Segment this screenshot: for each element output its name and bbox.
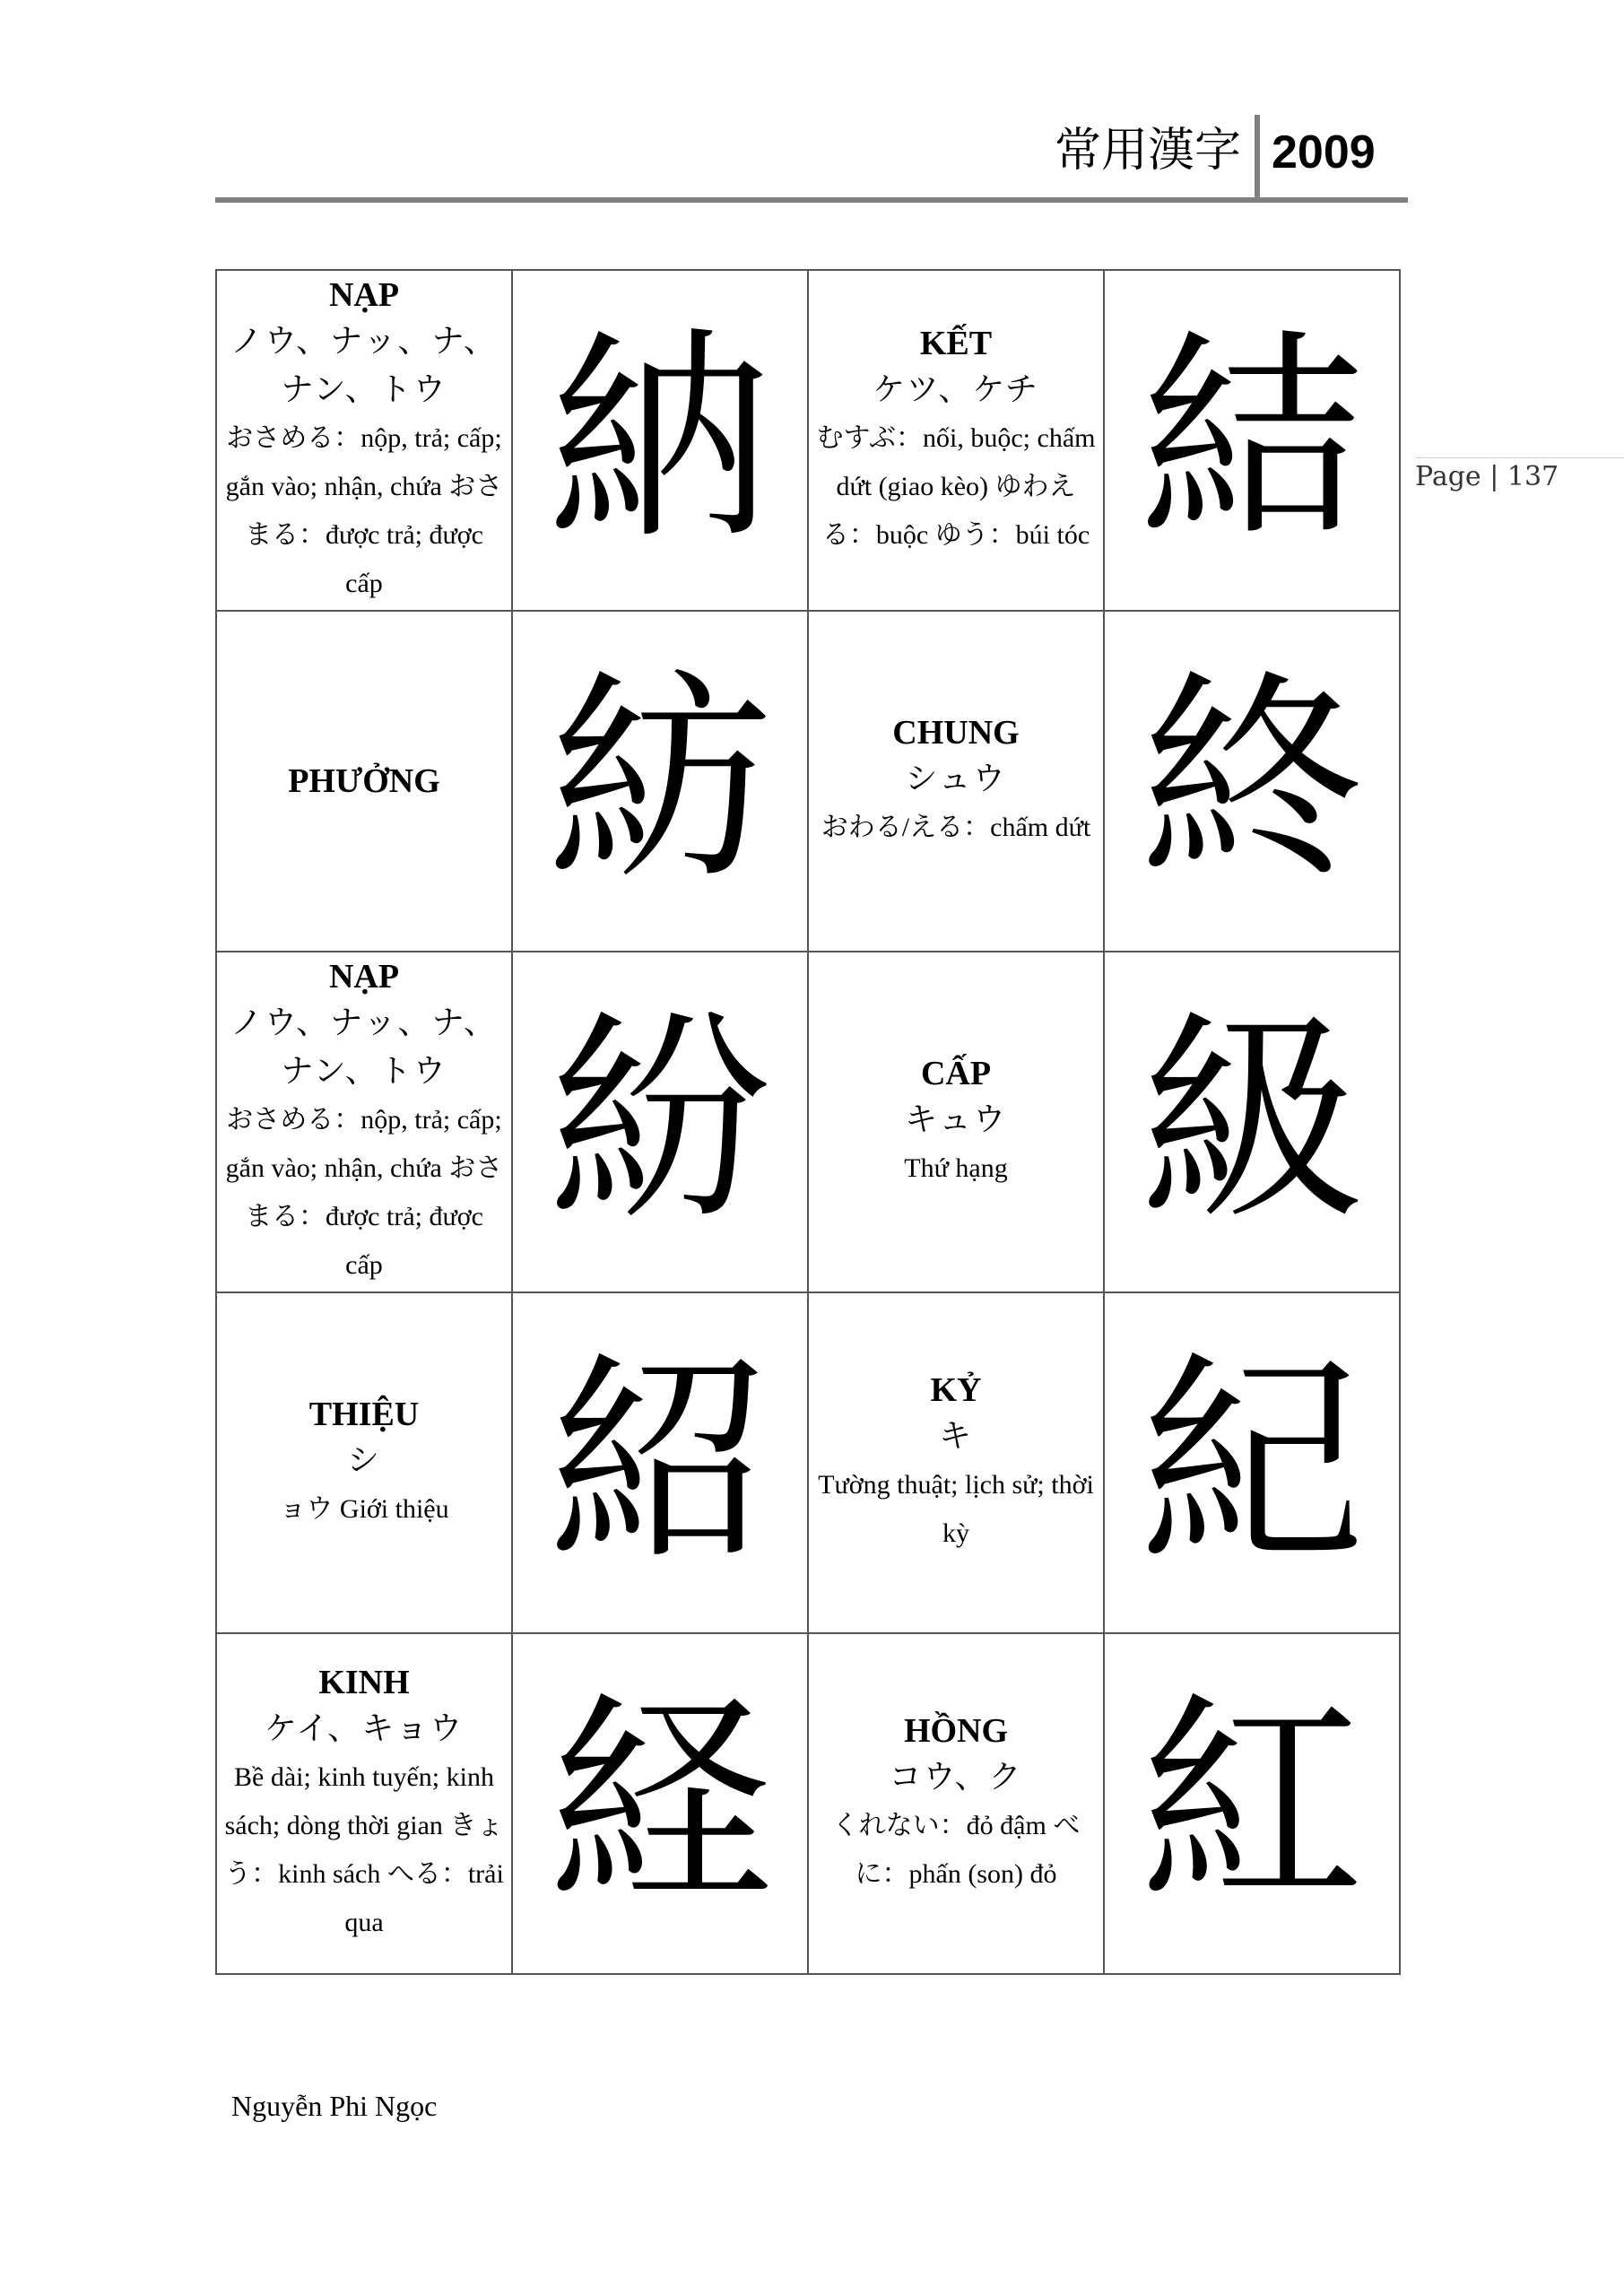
- kanji-reading: キ: [938, 1418, 973, 1455]
- header-year: 2009: [1272, 126, 1376, 178]
- kanji-info-cell: [216, 611, 512, 952]
- kanji-meaning: おわる/える：chấm dứt: [821, 813, 1091, 842]
- table-row: [216, 1292, 1400, 1633]
- kanji-reading: キュウ: [904, 1101, 1007, 1138]
- kanji-info-cell: [808, 1292, 1104, 1633]
- kanji-meaning: ョウ Giới thiệu: [279, 1494, 449, 1524]
- kanji-table: [215, 269, 1401, 1975]
- kanji-character: 経: [512, 1633, 808, 1974]
- kanji-name: KỶ: [930, 1371, 982, 1409]
- kanji-info-cell: [808, 611, 1104, 952]
- kanji-name: PHƯỞNG: [288, 762, 440, 800]
- kanji-meaning: おさめる：nộp, trả; cấp; gắn vào; nhận, chứa おさまる：được trả; được cấp: [225, 423, 503, 598]
- table-row: [216, 1633, 1400, 1974]
- kanji-name: KẾT: [919, 325, 993, 362]
- header-separator: [1255, 115, 1260, 197]
- kanji-info-cell: [216, 1292, 512, 1633]
- kanji-character: 紀: [1104, 1292, 1400, 1633]
- kanji-reading: ケイ、キョウ: [264, 1710, 465, 1747]
- kanji-meaning: おさめる：nộp, trả; cấp; gắn vào; nhận, chứa おさまる：được trả; được cấp: [225, 1105, 503, 1280]
- header-title: 常用漢字: [1054, 124, 1241, 178]
- kanji-name: THIỆU: [308, 1396, 420, 1433]
- kanji-name: NẠP: [328, 276, 400, 314]
- kanji-reading: ノウ、ナッ、ナ、ナン、トウ: [230, 1004, 498, 1090]
- kanji-info-cell: [216, 952, 512, 1292]
- kanji-info-cell: [808, 1633, 1104, 1974]
- table-row: [216, 952, 1400, 1292]
- table-row: [216, 611, 1400, 952]
- kanji-meaning: むすぶ：nối, buộc; chấm dứt (giao kèo) ゆわえる：buộc ゆう：búi tóc: [816, 423, 1096, 550]
- header-rule: [215, 197, 1408, 203]
- kanji-reading: ノウ、ナッ、ナ、ナン、トウ: [230, 323, 498, 408]
- kanji-name: CẤP: [920, 1055, 992, 1092]
- footer-author: Nguyễn Phi Ngọc: [231, 2090, 438, 2122]
- kanji-character: 級: [1104, 952, 1400, 1292]
- kanji-character: 紹: [512, 1292, 808, 1633]
- kanji-meaning: Bề dài; kinh tuyến; kinh sách; dòng thời gian きょう：kinh sách へる：trải qua: [224, 1762, 504, 1937]
- kanji-character: 終: [1104, 611, 1400, 952]
- kanji-meaning: Tường thuật; lịch sử; thời kỳ: [818, 1470, 1094, 1548]
- kanji-character: 結: [1104, 270, 1400, 611]
- kanji-reading: コウ、ク: [889, 1759, 1023, 1796]
- kanji-info-cell: [808, 952, 1104, 1292]
- table-row: [216, 270, 1400, 611]
- kanji-name: NẠP: [328, 958, 400, 996]
- kanji-meaning: くれない：đỏ đậm べに：phấn (son) đỏ: [831, 1811, 1081, 1889]
- kanji-info-cell: [808, 270, 1104, 611]
- kanji-character: 紛: [512, 952, 808, 1292]
- kanji-reading: シュウ: [905, 761, 1007, 797]
- kanji-info-cell: [216, 270, 512, 611]
- kanji-reading: ケツ、ケチ: [873, 371, 1039, 408]
- page-header: [215, 115, 1408, 203]
- kanji-meaning: Thứ hạng: [904, 1153, 1008, 1183]
- kanji-name: HỒNG: [903, 1712, 1009, 1750]
- kanji-character: 紡: [512, 611, 808, 952]
- page-number: Page | 137: [1415, 461, 1559, 492]
- kanji-character: 納: [512, 270, 808, 611]
- kanji-character: 紅: [1104, 1633, 1400, 1974]
- kanji-name: CHUNG: [892, 714, 1020, 752]
- kanji-info-cell: [216, 1633, 512, 1974]
- page-number-rule: [1415, 457, 1624, 458]
- kanji-reading: シ: [346, 1442, 381, 1479]
- kanji-name: KINH: [318, 1664, 410, 1701]
